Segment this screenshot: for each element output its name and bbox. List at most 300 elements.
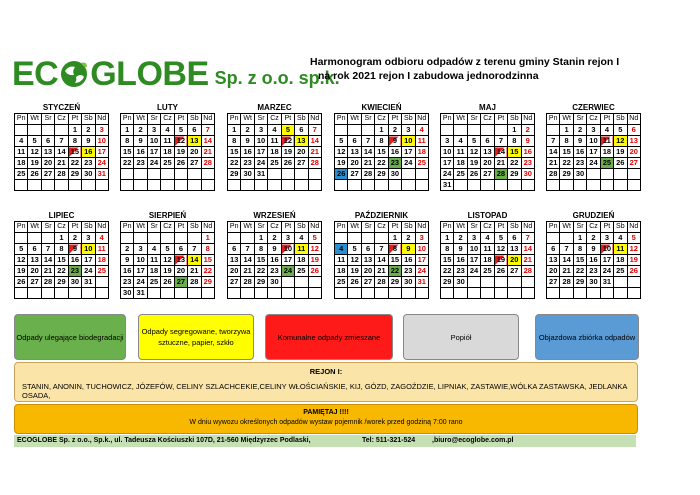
weekday-header: Nd xyxy=(627,114,640,125)
day-cell: 20 xyxy=(28,266,41,277)
weekday-header: Cz xyxy=(161,222,174,233)
day-cell: 9 xyxy=(241,136,254,147)
day-cell: 28 xyxy=(201,158,214,169)
weekday-header: Wt xyxy=(241,222,254,233)
day-cell: 10 xyxy=(95,136,108,147)
day-cell: 17 xyxy=(281,255,294,266)
day-cell: 3 xyxy=(82,233,95,244)
region-box xyxy=(14,362,638,402)
day-cell: 1 xyxy=(68,125,81,136)
weekday-header: Wt xyxy=(134,114,147,125)
empty-cell xyxy=(147,233,160,244)
day-cell: 4 xyxy=(147,244,160,255)
weekday-header: Nd xyxy=(201,222,214,233)
legend-bulky-label: Objazdowa zbiórka odpadów xyxy=(538,332,636,342)
empty-cell xyxy=(521,288,534,299)
empty-cell xyxy=(521,277,534,288)
day-cell: 9 xyxy=(573,136,586,147)
day-cell: 2 xyxy=(402,233,415,244)
weekday-header: Śr xyxy=(147,114,160,125)
day-cell: 17 xyxy=(254,147,267,158)
empty-cell xyxy=(41,288,54,299)
empty-cell xyxy=(174,288,187,299)
empty-cell xyxy=(614,169,627,180)
day-cell: 13 xyxy=(508,244,521,255)
day-cell: 20 xyxy=(547,266,560,277)
day-cell: 1 xyxy=(573,233,586,244)
empty-cell xyxy=(121,180,134,191)
weekday-header: Wt xyxy=(560,114,573,125)
month-calendar xyxy=(227,210,322,299)
weekday-header: Pt xyxy=(281,222,294,233)
day-cell: 7 xyxy=(361,136,374,147)
day-cell: 18 xyxy=(415,147,428,158)
day-cell: 9 xyxy=(82,136,95,147)
weekday-header: Sb xyxy=(295,114,308,125)
day-cell: 15 xyxy=(228,147,241,158)
day-cell: 8 xyxy=(508,136,521,147)
day-cell: 2 xyxy=(573,125,586,136)
day-cell: 9 xyxy=(68,244,81,255)
month-calendar xyxy=(120,102,215,191)
day-cell: 30 xyxy=(82,169,95,180)
empty-cell xyxy=(600,180,613,191)
day-cell: 9 xyxy=(587,244,600,255)
weekday-header: Cz xyxy=(268,222,281,233)
day-cell: 22 xyxy=(560,158,573,169)
day-cell: 19 xyxy=(281,147,294,158)
empty-cell xyxy=(600,288,613,299)
day-cell: 21 xyxy=(201,147,214,158)
weekday-header: Pn xyxy=(335,114,348,125)
month-table xyxy=(334,113,429,191)
weekday-header: Nd xyxy=(415,114,428,125)
day-cell: 10 xyxy=(147,136,160,147)
empty-cell xyxy=(28,288,41,299)
day-cell: 7 xyxy=(41,244,54,255)
day-cell: 10 xyxy=(441,147,454,158)
weekday-header: Wt xyxy=(134,222,147,233)
empty-cell xyxy=(268,180,281,191)
day-cell: 25 xyxy=(295,266,308,277)
day-cell: 17 xyxy=(441,158,454,169)
day-cell: 13 xyxy=(41,147,54,158)
weekday-header: Nd xyxy=(521,222,534,233)
month-name: MAJ xyxy=(479,103,496,112)
weekday-header: Śr xyxy=(147,222,160,233)
empty-cell xyxy=(241,288,254,299)
weekday-header: Wt xyxy=(348,222,361,233)
empty-cell xyxy=(174,169,187,180)
weekday-header: Pt xyxy=(494,114,507,125)
reminder-box xyxy=(14,404,638,434)
day-cell: 6 xyxy=(174,244,187,255)
day-cell: 20 xyxy=(508,255,521,266)
empty-cell xyxy=(481,125,494,136)
day-cell: 25 xyxy=(268,158,281,169)
day-cell: 2 xyxy=(268,233,281,244)
day-cell: 28 xyxy=(560,277,573,288)
day-cell: 14 xyxy=(241,255,254,266)
empty-cell xyxy=(348,125,361,136)
day-cell: 4 xyxy=(15,136,28,147)
footer-email[interactable]: ,biuro@ecoglobe.com.pl xyxy=(432,437,514,444)
footer-bar xyxy=(14,435,636,447)
month-calendar xyxy=(14,102,109,191)
day-cell: 7 xyxy=(201,125,214,136)
day-cell: 28 xyxy=(494,169,507,180)
day-cell: 27 xyxy=(547,277,560,288)
empty-cell xyxy=(467,288,480,299)
day-cell: 11 xyxy=(268,136,281,147)
day-cell: 4 xyxy=(95,233,108,244)
day-cell: 1 xyxy=(55,233,68,244)
day-cell: 27 xyxy=(361,277,374,288)
day-cell: 29 xyxy=(68,169,81,180)
weekday-header: Nd xyxy=(308,114,321,125)
day-cell: 9 xyxy=(268,244,281,255)
empty-cell xyxy=(481,180,494,191)
day-cell: 12 xyxy=(28,147,41,158)
empty-cell xyxy=(547,125,560,136)
day-cell: 11 xyxy=(481,244,494,255)
weekday-header: Śr xyxy=(254,114,267,125)
day-cell: 31 xyxy=(82,277,95,288)
day-cell: 25 xyxy=(147,277,160,288)
day-cell: 11 xyxy=(614,244,627,255)
day-cell: 10 xyxy=(600,244,613,255)
empty-cell xyxy=(41,233,54,244)
month-calendar xyxy=(440,102,535,191)
day-cell: 12 xyxy=(15,255,28,266)
day-cell: 21 xyxy=(361,158,374,169)
empty-cell xyxy=(228,288,241,299)
empty-cell xyxy=(161,233,174,244)
day-cell: 25 xyxy=(415,158,428,169)
empty-cell xyxy=(467,125,480,136)
day-cell: 23 xyxy=(268,266,281,277)
day-cell: 12 xyxy=(281,136,294,147)
empty-cell xyxy=(55,125,68,136)
day-cell: 8 xyxy=(388,244,401,255)
day-cell: 14 xyxy=(55,147,68,158)
day-cell: 4 xyxy=(454,136,467,147)
month-name: LIPIEC xyxy=(48,211,75,220)
day-cell: 11 xyxy=(147,255,160,266)
month-name: STYCZEŃ xyxy=(42,103,81,112)
empty-cell xyxy=(95,288,108,299)
day-cell: 11 xyxy=(95,244,108,255)
reminder-text: W dniu wywozu określonych odpadów wystaw pojemnik /worek przed godziną 7:00 rano xyxy=(189,419,463,426)
day-cell: 5 xyxy=(348,244,361,255)
day-cell: 14 xyxy=(375,255,388,266)
month-name: GRUDZIEŃ xyxy=(572,211,615,220)
empty-cell xyxy=(361,125,374,136)
empty-cell xyxy=(28,233,41,244)
day-cell: 4 xyxy=(295,233,308,244)
empty-cell xyxy=(521,180,534,191)
day-cell: 13 xyxy=(361,255,374,266)
day-cell: 15 xyxy=(388,255,401,266)
weekday-header: Pn xyxy=(121,114,134,125)
empty-cell xyxy=(308,277,321,288)
empty-cell xyxy=(481,288,494,299)
day-cell: 21 xyxy=(560,266,573,277)
weekday-header: Pn xyxy=(121,222,134,233)
weekday-header: Pt xyxy=(600,222,613,233)
empty-cell xyxy=(254,288,267,299)
empty-cell xyxy=(281,180,294,191)
day-cell: 11 xyxy=(335,255,348,266)
weekday-header: Śr xyxy=(361,114,374,125)
page-title xyxy=(310,55,619,83)
day-cell: 31 xyxy=(415,277,428,288)
day-cell: 15 xyxy=(573,255,586,266)
empty-cell xyxy=(82,288,95,299)
empty-cell xyxy=(335,233,348,244)
day-cell: 23 xyxy=(587,266,600,277)
day-cell: 2 xyxy=(121,244,134,255)
day-cell: 3 xyxy=(281,233,294,244)
day-cell: 2 xyxy=(241,125,254,136)
empty-cell xyxy=(508,288,521,299)
empty-cell xyxy=(402,180,415,191)
day-cell: 15 xyxy=(441,255,454,266)
empty-cell xyxy=(281,288,294,299)
day-cell: 19 xyxy=(28,158,41,169)
month-table xyxy=(546,113,641,191)
day-cell: 19 xyxy=(335,158,348,169)
day-cell: 17 xyxy=(467,255,480,266)
empty-cell xyxy=(121,169,134,180)
day-cell: 22 xyxy=(121,158,134,169)
empty-cell xyxy=(188,180,201,191)
day-cell: 16 xyxy=(402,255,415,266)
day-cell: 2 xyxy=(134,125,147,136)
day-cell: 30 xyxy=(454,277,467,288)
empty-cell xyxy=(441,288,454,299)
day-cell: 18 xyxy=(95,255,108,266)
day-cell: 29 xyxy=(201,277,214,288)
empty-cell xyxy=(415,288,428,299)
day-cell: 16 xyxy=(82,147,95,158)
day-cell: 24 xyxy=(467,266,480,277)
day-cell: 7 xyxy=(241,244,254,255)
empty-cell xyxy=(454,180,467,191)
day-cell: 13 xyxy=(228,255,241,266)
empty-cell xyxy=(467,277,480,288)
day-cell: 22 xyxy=(68,158,81,169)
day-cell: 4 xyxy=(161,125,174,136)
day-cell: 4 xyxy=(268,125,281,136)
day-cell: 27 xyxy=(188,158,201,169)
weekday-header: Nd xyxy=(521,114,534,125)
day-cell: 15 xyxy=(121,147,134,158)
day-cell: 11 xyxy=(161,136,174,147)
day-cell: 26 xyxy=(281,158,294,169)
weekday-header: Wt xyxy=(454,222,467,233)
month-calendar xyxy=(546,210,641,299)
legend-bio xyxy=(14,314,126,360)
weekday-header: Śr xyxy=(361,222,374,233)
day-cell: 12 xyxy=(627,244,640,255)
day-cell: 29 xyxy=(441,277,454,288)
empty-cell xyxy=(15,288,28,299)
month-calendar xyxy=(334,102,429,191)
day-cell: 5 xyxy=(308,233,321,244)
day-cell: 23 xyxy=(454,266,467,277)
day-cell: 8 xyxy=(573,244,586,255)
day-cell: 11 xyxy=(295,244,308,255)
day-cell: 14 xyxy=(188,255,201,266)
weekday-header: Cz xyxy=(55,114,68,125)
day-cell: 22 xyxy=(375,158,388,169)
day-cell: 30 xyxy=(268,277,281,288)
weekday-header: Sb xyxy=(508,114,521,125)
weekday-header: Pt xyxy=(174,222,187,233)
day-cell: 10 xyxy=(134,255,147,266)
day-cell: 7 xyxy=(188,244,201,255)
day-cell: 30 xyxy=(587,277,600,288)
day-cell: 6 xyxy=(348,136,361,147)
day-cell: 15 xyxy=(68,147,81,158)
day-cell: 5 xyxy=(174,125,187,136)
day-cell: 3 xyxy=(600,233,613,244)
day-cell: 25 xyxy=(335,277,348,288)
empty-cell xyxy=(228,233,241,244)
day-cell: 4 xyxy=(335,244,348,255)
day-cell: 26 xyxy=(627,266,640,277)
empty-cell xyxy=(481,277,494,288)
day-cell: 8 xyxy=(201,244,214,255)
day-cell: 5 xyxy=(161,244,174,255)
legend-segregated xyxy=(138,314,254,360)
company-logo xyxy=(12,52,340,92)
day-cell: 4 xyxy=(614,233,627,244)
day-cell: 17 xyxy=(415,255,428,266)
weekday-header: Sb xyxy=(188,114,201,125)
day-cell: 16 xyxy=(521,147,534,158)
day-cell: 16 xyxy=(388,147,401,158)
day-cell: 9 xyxy=(121,255,134,266)
empty-cell xyxy=(627,169,640,180)
month-name: LUTY xyxy=(157,103,178,112)
day-cell: 27 xyxy=(295,158,308,169)
day-cell: 22 xyxy=(388,266,401,277)
empty-cell xyxy=(281,277,294,288)
day-cell: 5 xyxy=(15,244,28,255)
day-cell: 6 xyxy=(508,233,521,244)
empty-cell xyxy=(573,288,586,299)
weekday-header: Wt xyxy=(28,114,41,125)
empty-cell xyxy=(161,288,174,299)
day-cell: 22 xyxy=(254,266,267,277)
day-cell: 7 xyxy=(560,244,573,255)
weekday-header: Pn xyxy=(441,114,454,125)
day-cell: 29 xyxy=(375,169,388,180)
day-cell: 14 xyxy=(361,147,374,158)
day-cell: 2 xyxy=(587,233,600,244)
empty-cell xyxy=(201,180,214,191)
day-cell: 26 xyxy=(348,277,361,288)
day-cell: 15 xyxy=(560,147,573,158)
empty-cell xyxy=(68,288,81,299)
day-cell: 22 xyxy=(201,266,214,277)
day-cell: 18 xyxy=(268,147,281,158)
day-cell: 7 xyxy=(308,125,321,136)
empty-cell xyxy=(188,169,201,180)
day-cell: 15 xyxy=(55,255,68,266)
empty-cell xyxy=(147,288,160,299)
day-cell: 23 xyxy=(521,158,534,169)
day-cell: 28 xyxy=(41,277,54,288)
logo-text-pre: EC xyxy=(12,55,59,93)
empty-cell xyxy=(295,169,308,180)
empty-cell xyxy=(627,180,640,191)
empty-cell xyxy=(587,288,600,299)
month-calendar xyxy=(227,102,322,191)
empty-cell xyxy=(560,233,573,244)
day-cell: 6 xyxy=(188,125,201,136)
day-cell: 21 xyxy=(188,266,201,277)
empty-cell xyxy=(627,277,640,288)
weekday-header: Pt xyxy=(174,114,187,125)
day-cell: 9 xyxy=(454,244,467,255)
day-cell: 16 xyxy=(68,255,81,266)
day-cell: 24 xyxy=(147,158,160,169)
legend-bulky xyxy=(535,314,639,360)
day-cell: 30 xyxy=(573,169,586,180)
day-cell: 25 xyxy=(614,266,627,277)
day-cell: 13 xyxy=(547,255,560,266)
empty-cell xyxy=(573,180,586,191)
day-cell: 3 xyxy=(254,125,267,136)
day-cell: 8 xyxy=(560,136,573,147)
day-cell: 19 xyxy=(174,147,187,158)
day-cell: 1 xyxy=(228,125,241,136)
day-cell: 7 xyxy=(494,136,507,147)
day-cell: 8 xyxy=(441,244,454,255)
day-cell: 13 xyxy=(174,255,187,266)
day-cell: 6 xyxy=(295,125,308,136)
day-cell: 7 xyxy=(375,244,388,255)
day-cell: 14 xyxy=(308,136,321,147)
day-cell: 23 xyxy=(82,158,95,169)
empty-cell xyxy=(95,180,108,191)
month-table xyxy=(440,221,535,299)
day-cell: 1 xyxy=(560,125,573,136)
empty-cell xyxy=(201,169,214,180)
month-name: CZERWIEC xyxy=(572,103,615,112)
day-cell: 31 xyxy=(600,277,613,288)
empty-cell xyxy=(308,288,321,299)
day-cell: 24 xyxy=(134,277,147,288)
day-cell: 16 xyxy=(587,255,600,266)
day-cell: 22 xyxy=(228,158,241,169)
day-cell: 26 xyxy=(15,277,28,288)
day-cell: 19 xyxy=(15,266,28,277)
empty-cell xyxy=(55,180,68,191)
empty-cell xyxy=(295,180,308,191)
day-cell: 21 xyxy=(494,158,507,169)
footer-phone: Tel: 511-321-524 xyxy=(362,437,416,444)
day-cell: 15 xyxy=(508,147,521,158)
day-cell: 7 xyxy=(547,136,560,147)
empty-cell xyxy=(614,288,627,299)
empty-cell xyxy=(121,233,134,244)
day-cell: 24 xyxy=(254,158,267,169)
day-cell: 15 xyxy=(254,255,267,266)
